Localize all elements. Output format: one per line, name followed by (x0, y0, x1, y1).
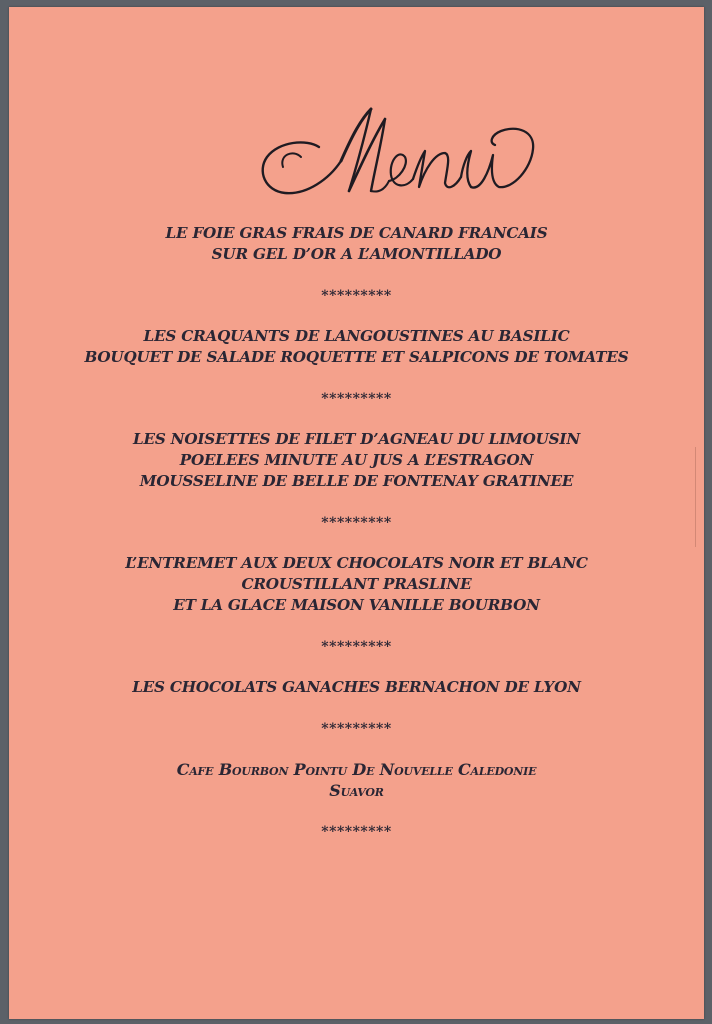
course-line: LES NOISETTES DE FILET D’AGNEAU DU LIMOUSIN (132, 430, 581, 448)
course-foie-gras (9, 223, 704, 265)
course-line: CROUSTILLANT PRASLINE (241, 575, 472, 593)
course-langoustines (9, 326, 704, 368)
course-line: MOUSSELINE DE BELLE DE FONTENAY GRATINEE (139, 472, 574, 490)
course-line: Cafe Bourbon Pointu De Nouvelle Caledonie (176, 760, 537, 779)
separator-stars: ********* (321, 391, 392, 407)
course-line: LES CHOCOLATS GANACHES BERNACHON DE LYON (132, 678, 581, 696)
course-cafe (9, 759, 704, 801)
separator-stars: ********* (321, 288, 392, 304)
menu-title-lettering (249, 95, 549, 205)
course-line: Suavor (329, 781, 384, 800)
course-entremet (9, 553, 704, 616)
separator-stars: ********* (321, 721, 392, 737)
separator-stars: ********* (321, 515, 392, 531)
separator-stars: ********* (321, 639, 392, 655)
menu-title-script (249, 95, 549, 205)
course-line: SUR GEL D’OR A L’AMONTILLADO (211, 245, 502, 263)
menu-card (9, 7, 704, 1019)
course-line: LES CRAQUANTS DE LANGOUSTINES AU BASILIC (143, 327, 570, 345)
course-agneau (9, 429, 704, 492)
course-line: L’ENTREMET AUX DEUX CHOCOLATS NOIR ET BLANC (125, 554, 588, 572)
course-line: LE FOIE GRAS FRAIS DE CANARD FRANCAIS (165, 224, 548, 242)
course-chocolats (9, 677, 704, 698)
separator-stars: ********* (321, 824, 392, 840)
course-line: ET LA GLACE MAISON VANILLE BOURBON (173, 596, 540, 614)
course-line: BOUQUET DE SALADE ROQUETTE ET SALPICONS DE TOMATES (84, 348, 629, 366)
course-line: POELEES MINUTE AU JUS A L’ESTRAGON (179, 451, 534, 469)
menu-courses (9, 223, 704, 862)
